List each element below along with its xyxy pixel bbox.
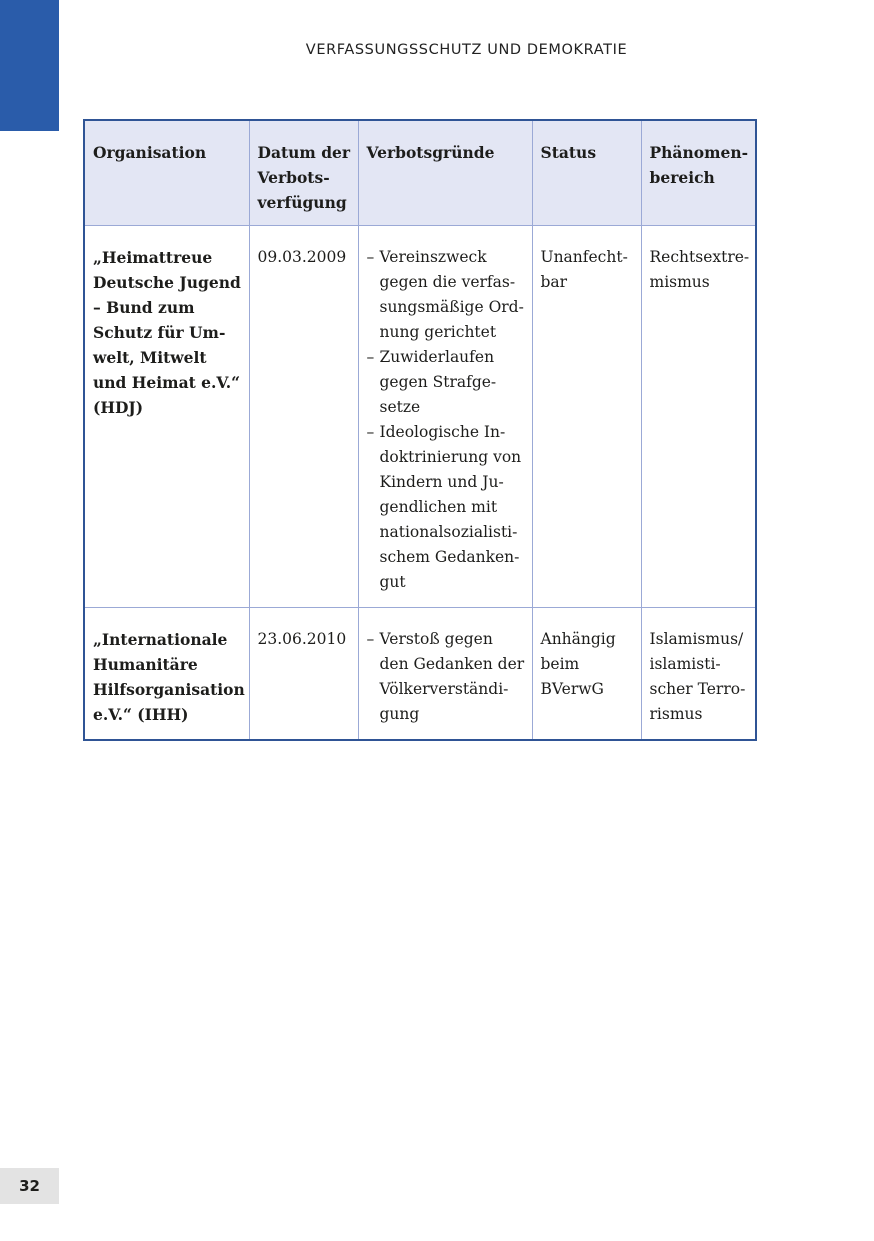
page-number: 32 [0, 1168, 59, 1204]
reasons-list [367, 627, 526, 727]
organisation-cell [84, 608, 249, 741]
organisation-cell [84, 226, 249, 608]
status-cell [532, 226, 641, 608]
column-header-gruende [358, 120, 532, 226]
reason-item: – Ideologische In- doktrinierung von Kindern und Ju- gendlichen mit nationalsozialisti- schem Gedanken- gut [367, 420, 526, 595]
column-header-label: Datum der Verbots- verfügung [257, 143, 351, 212]
reasons-list [367, 245, 526, 595]
section-color-block [0, 0, 59, 131]
date-cell: 23.06.2010 [249, 608, 358, 741]
column-header-status [532, 120, 641, 226]
status-cell: Anhängig beim BVerwG [532, 608, 641, 741]
column-header-datum [249, 120, 358, 226]
column-header-organisation [84, 120, 249, 226]
column-header-label: Phänomen- bereich [649, 143, 749, 187]
table-header-row [84, 120, 756, 226]
column-header-label: Status [540, 143, 597, 162]
prohibition-table [83, 119, 757, 741]
reason-item: – Verstoß gegen den Gedanken der Völkerverständi- gung [367, 627, 526, 727]
reasons-cell [358, 608, 532, 741]
table-row [84, 226, 756, 608]
date-cell: 09.03.2009 [249, 226, 358, 608]
phenomenon-cell [641, 608, 756, 741]
reason-item: – Vereinszweck gegen die verfas- sungsmäßige Ord- nung gerichtet [367, 245, 526, 345]
column-header-label: Verbotsgründe [366, 143, 495, 162]
reason-item: – Zuwiderlaufen gegen Strafge- setze [367, 345, 526, 420]
reasons-cell [358, 226, 532, 608]
status-text: Unanfecht- bar [540, 248, 628, 291]
column-header-bereich [641, 120, 756, 226]
table-row [84, 608, 756, 741]
phenomenon-cell [641, 226, 756, 608]
running-header: VERFASSUNGSSCHUTZ UND DEMOKRATIE [305, 42, 628, 58]
phenomenon-text: Rechtsextre- mismus [649, 248, 750, 291]
phenomenon-text: Islamismus/ islamisti- scher Terro- rismus [649, 630, 746, 723]
organisation-name: „Heimattreue Deutsche Jugend – Bund zum Schutz für Um- welt, Mitwelt und Heimat e.V.“ (HDJ) [93, 248, 241, 417]
organisation-name: „Internationale Humanitäre Hilfsorganisation e.V.“ (IHH) [93, 630, 245, 724]
column-header-label: Organisation [93, 143, 207, 162]
